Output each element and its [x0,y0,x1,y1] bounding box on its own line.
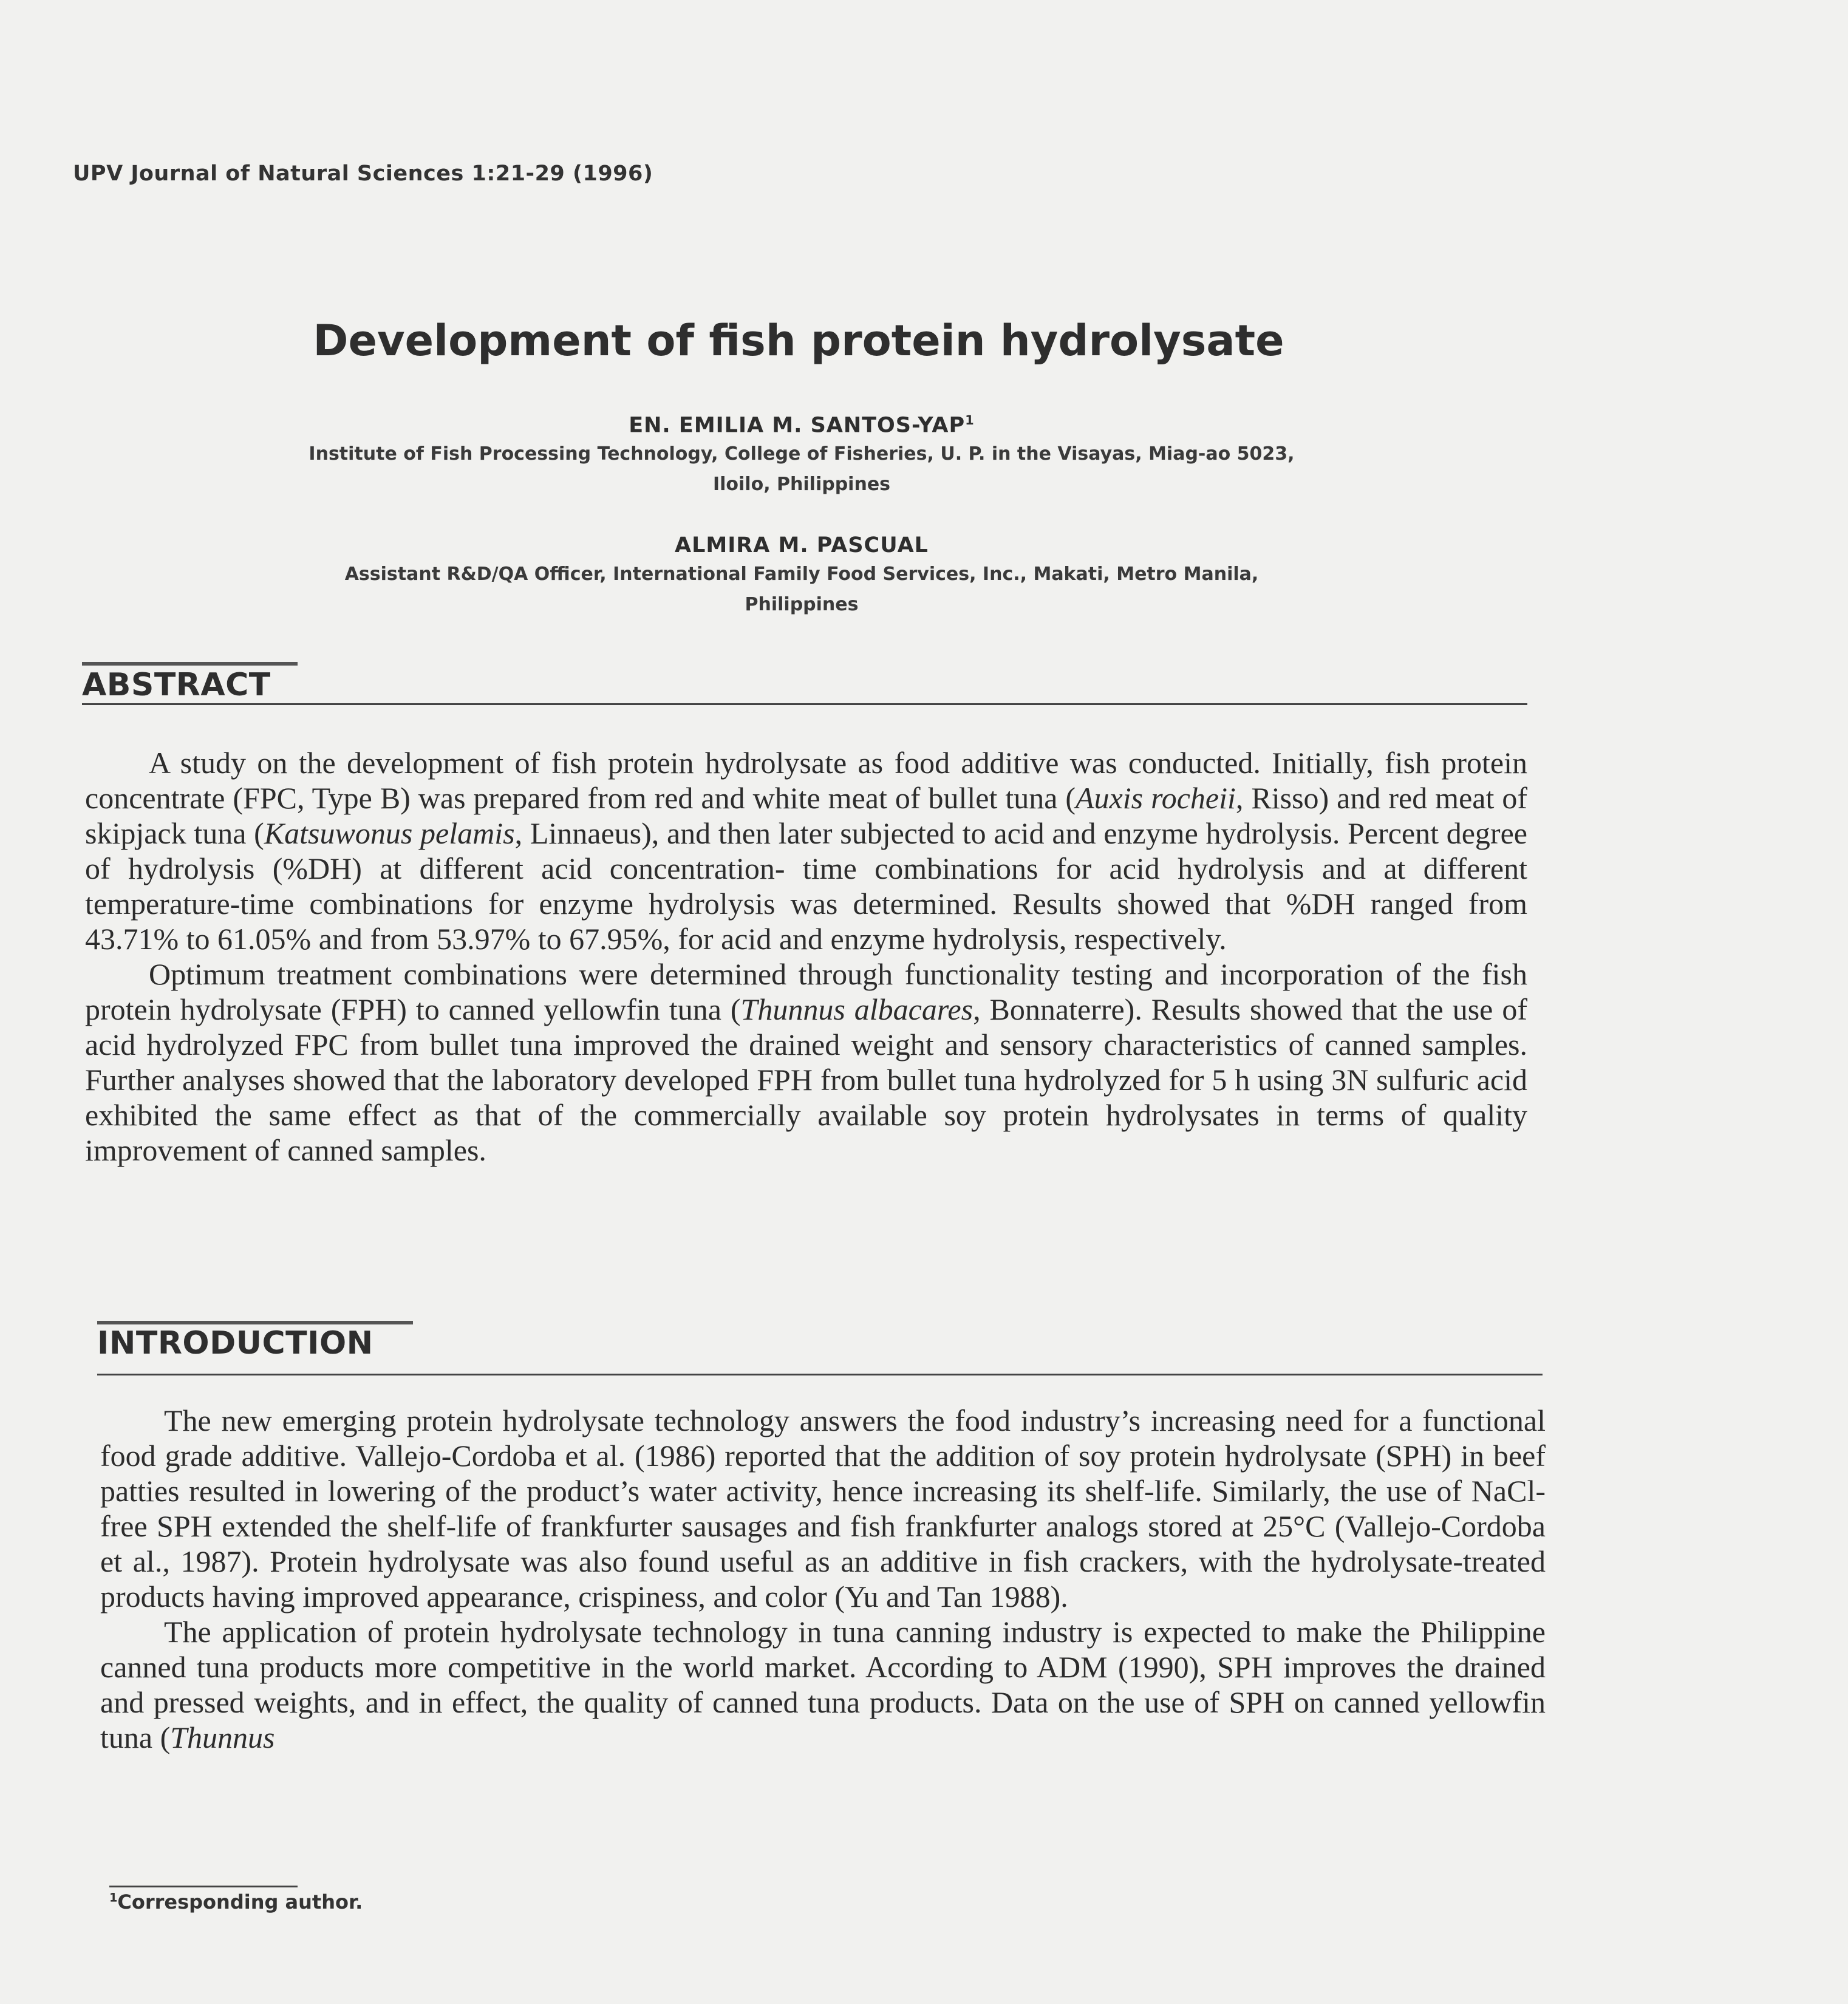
abstract-heading: ABSTRACT [82,667,271,703]
article-title: Development of fish protein hydrolysate [313,316,1284,366]
abstract-heading-rule-top [82,662,298,666]
abstract-paragraph-2 [85,956,1527,1168]
author-1-name-text: EN. EMILIA M. SANTOS-YAP [629,413,966,438]
abstract-heading-rule-bottom [82,703,1527,705]
author-2-affiliation-line: Assistant R&D/QA Officer, International Family Food Services, Inc., Makati, Metro Manila, [344,564,1259,585]
author-1-name [0,413,1603,438]
author-2-affiliation [0,559,1603,620]
author-2-affiliation-line: Philippines [745,594,859,615]
abstract-p1-text-1: A study on the development of fish protein hydrolysate as food additive was conducted. Initially, fish protein concentrate (FPC, Type B) was prepared from red and white meat of bullet tuna ( [85,746,1527,815]
introduction-p2-species: Thunnus [170,1720,275,1754]
footnote-text: Corresponding author. [117,1890,363,1914]
introduction-heading-rule-top [97,1321,413,1324]
footnote [109,1890,363,1914]
introduction-paragraph-1: The new emerging protein hydrolysate technology answers the food industry’s increasing need for a functional food grade additive. Vallejo-Cordoba et al. (1986) reported that the addition of soy protein hydrolysate (SPH) in beef patties resulted in lowering of the product’s water activity, hence increasing its shelf-life. Similarly, the use of NaCl-free SPH extended the shelf-life of frankfurter sausages and fish frankfurter analogs stored at 25°C (Vallejo-Cordoba et al., 1987). Protein hydrolysate was also found useful as an additive in fish crackers, with the hydrolysate-treated products having improved appearance, crispiness, and color (Yu and Tan 1988). [100,1403,1546,1614]
footnote-rule [109,1886,298,1887]
footnote-marker: 1 [109,1890,118,1905]
abstract-p1-text-2: , Risso) and red meat of skipjack tuna ( [85,781,1527,850]
introduction-paragraph-2 [100,1614,1546,1755]
author-2-name: ALMIRA M. PASCUAL [675,533,929,557]
introduction-p2-text-1: The application of protein hydrolysate technology in tuna canning industry is expected to make the Philippine canned tuna products more competitive in the world market. According to ADM (1990), SPH improves the drained and pressed weights, and in effect, the quality of canned tuna products. Data on the use of SPH on canned yellowfin tuna ( [100,1615,1546,1754]
introduction-heading: INTRODUCTION [97,1325,373,1362]
abstract-p1-species-2: Katsuwonus pelamis [264,816,515,850]
journal-header: UPV Journal of Natural Sciences 1:21-29 (1996) [73,162,653,186]
introduction-heading-rule-bottom [97,1374,1543,1375]
author-1-marker: 1 [965,413,975,428]
introduction-body [100,1403,1546,1755]
abstract-p2-text-1: Optimum treatment combinations were determined through functionality testing and incorporation of the fish protein hydrolysate (FPH) to canned yellowfin tuna ( [85,957,1527,1026]
abstract-p1-text-3: , Linnaeus), and then later subjected to acid and enzyme hydrolysis. Percent degree of hydrolysis (%DH) at different acid concentration- time combinations for acid hydrolysis and at different temperature-time combinations for enzyme hydrolysis was determined. Results showed that %DH ranged from 43.71% to 61.05% and from 53.97% to 67.95%, for acid and enzyme hydrolysis, respectively. [85,816,1527,956]
abstract-p1-species-1: Auxis rocheii [1076,781,1236,815]
author-1-affiliation-line: Institute of Fish Processing Technology, College of Fisheries, U. P. in the Visayas, Miag-ao 5023, [309,443,1295,465]
abstract-p2-species-1: Thunnus albacares [740,992,973,1026]
abstract-p2-text-2: , Bonnaterre). Results showed that the use of acid hydrolyzed FPC from bullet tuna improved the drained weight and sensory characteristics of canned samples. Further analyses showed that the laboratory developed FPH from bullet tuna hydrolyzed for 5 h using 3N sulfuric acid exhibited the same effect as that of the commercially available soy protein hydrolysates in terms of quality improvement of canned samples. [85,992,1527,1167]
author-1-affiliation [0,439,1603,500]
author-1-affiliation-line: Iloilo, Philippines [712,474,891,495]
abstract-paragraph-1 [85,745,1527,956]
abstract-body [85,745,1527,1168]
